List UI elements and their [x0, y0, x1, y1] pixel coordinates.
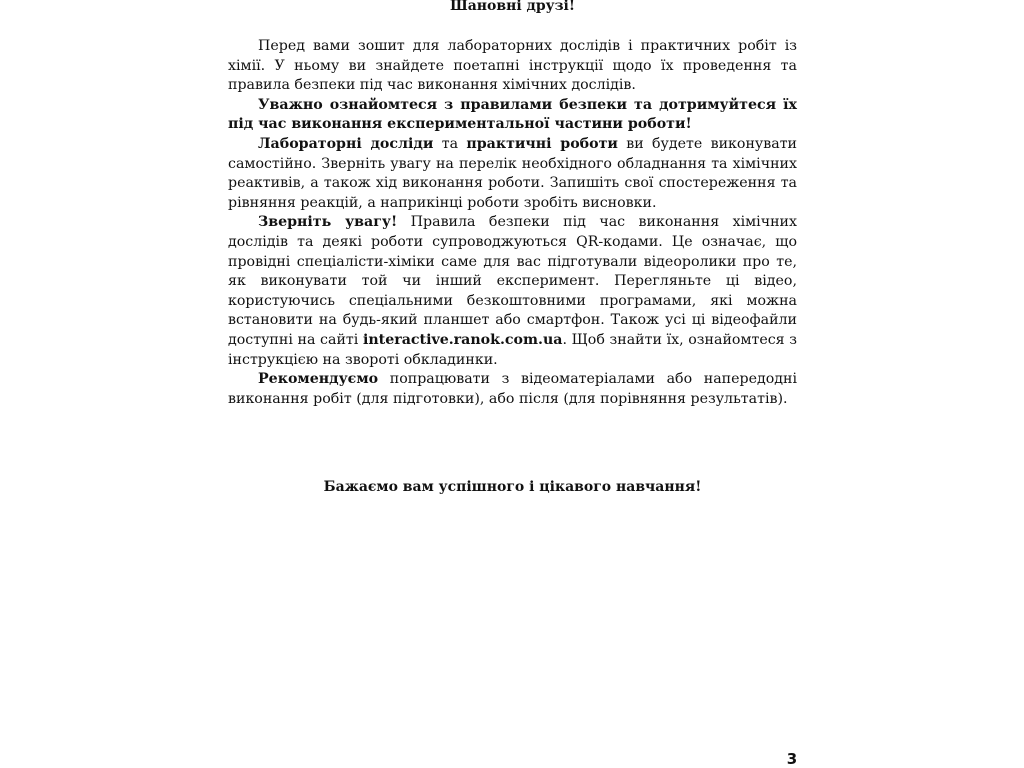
emphasis-text: Лабораторні досліди	[258, 135, 434, 152]
paragraph-text: Перед вами зошит для лабораторних дослідів і практичних робіт із хімії. У ньому ви знайдете поетапні інструкції щодо їх проведення та правила безпеки під час виконання хімічних дослідів.	[228, 38, 797, 94]
paragraph-text: . Щоб знайти їх, ознайомтеся з інструкцією на звороті обкладинки.	[228, 331, 797, 368]
paragraph-text: та	[433, 135, 467, 152]
paragraph-text: попрацювати з відеоматеріалами або напередодні виконання робіт (для підготовки), або після (для порівняння результатів).	[228, 371, 797, 407]
body-paragraph	[228, 37, 797, 96]
page-number: 3	[786, 750, 798, 768]
body-paragraph	[228, 135, 797, 213]
emphasis-text: Рекомендуємо	[258, 371, 379, 388]
body-paragraph	[228, 213, 797, 370]
emphasis-text: Уважно ознайомтеся з правилами безпеки та дотримуйтеся їх під час виконання експериментальної частини роботи!	[228, 96, 797, 133]
emphasis-text: interactive.ranok.com.ua	[362, 331, 563, 348]
page-heading: Шановні друзі!	[449, 0, 576, 14]
closing-line: Бажаємо вам успішного і цікавого навчання!	[323, 479, 702, 495]
paragraph-text: Правила безпеки під час виконання хімічних дослідів та деякі роботи супроводжуються QR-кодами. Це означає, що провідні спеціалісти-хіміки саме для вас підготували відеоролики про те, як виконувати той чи інший експеримент. Перегляньте ці відео, користуючись спеціальними безкоштовними програмами, які можна встановити на будь-який планшет або смартфон. Також усі ці відеофайли доступні на сайті	[228, 214, 797, 348]
emphasis-text: Зверніть увагу!	[258, 214, 398, 231]
body-paragraph	[228, 96, 797, 135]
paragraph-text: ви будете виконувати самостійно. Зверніть увагу на перелік необхідного обладнання та хімічних реактивів, а також хід виконання роботи. Запишіть свої спостереження та рівняння реакцій, а наприкінці роботи зробіть висновки.	[228, 135, 797, 211]
body-text	[228, 37, 797, 409]
emphasis-text: практичні роботи	[466, 135, 618, 152]
body-paragraph	[228, 370, 797, 409]
